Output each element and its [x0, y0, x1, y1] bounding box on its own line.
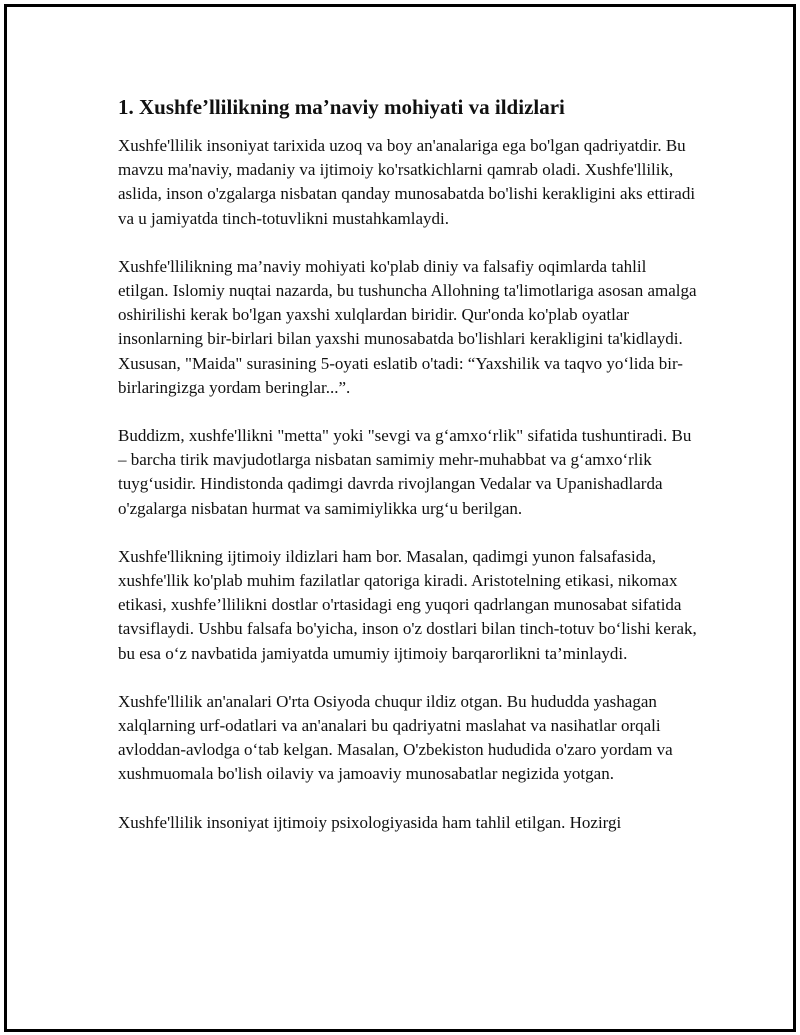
paragraph: Xushfe'llilik insoniyat tarixida uzoq va boy an'analariga ega bo'lgan qadriyatdir. Bu mavzu ma'naviy, madaniy va ijtimoiy ko'rsatkichlarni qamrab oladi. Xushfe'llilik, aslida, inson o'zgalarga nisbatan qanday munosabatda bo'lishi kerakligini aks ettiradi va u jamiyatda tinch-totuvlikni mustahkamlaydi. — [118, 136, 696, 228]
paragraph: Xushfe'llilik an'analari O'rta Osiyoda chuqur ildiz otgan. Bu hududda yashagan xalqlarning urf-odatlari va an'analari bu qadriyatni maslahat va nasihatlar orqali avloddan-avlodga o‘tab kelgan. Masalan, O'zbekiston hududida o'zaro yordam va xushmuomala bo'lish oilaviy va jamoaviy munosabatlar negizida yotgan. — [118, 691, 673, 784]
document-body — [118, 93, 698, 859]
paragraph: Buddizm, xushfe'llikni "metta" yoki "sevgi va g‘amxo‘rlik" sifatida tushuntiradi. Bu – barcha tirik mavjudotlarga nisbatan samimiy mehr-muhabbat va g‘amxo‘rlik tuyg‘usidir. Hindistonda qadimgi davrda rivojlangan Vedalar va Upanishadlarda o'zgalarga nisbatan hurmat va samimiylikka urg‘u berilgan. — [118, 426, 692, 518]
paragraph: Xushfe'llilik insoniyat ijtimoiy psixologiyasida ham tahlil etilgan. Hozirgi — [118, 812, 622, 832]
section-heading: 1. Xushfe’llilikning ma’naviy mohiyati va ildizlari — [118, 95, 565, 119]
paragraph: Xushfe'llikning ijtimoiy ildizlari ham bor. Masalan, qadimgi yunon falsafasida, xushfe'llik ko'plab muhim fazilatlar qatoriga kiradi. Aristotelning etikasi, nikomax etikasi, xushfe’llilikni dostlar o'rtasidagi eng yuqori qadrlangan munosabat sifatida tavsiflaydi. Ushbu falsafa bo'yicha, inson o'z dostlari bilan tinch-totuv bo‘lishi kerak, bu esa o‘z navbatida jamiyatda umumiy ijtimoiy barqarorlikni ta’minlaydi. — [118, 546, 697, 663]
paragraph: Xushfe'llilikning ma’naviy mohiyati ko'plab diniy va falsafiy oqimlarda tahlil etilgan. Islomiy nuqtai nazarda, bu tushuncha Allohning ta'limotlariga asosan amalga oshirilishi kerak bo'lgan yaxshi xulqlardan biridir. Qur'onda ko'plab oyatlar insonlarning bir-birlari bilan yaxshi munosabatda bo'lishlari kerakligini ta'kidlaydi. Xususan, "Maida" surasining 5-oyati eslatib o'tadi: “Yaxshilik va taqvo yo‘lida bir-birlaringizga yordam beringlar...”. — [118, 256, 697, 397]
